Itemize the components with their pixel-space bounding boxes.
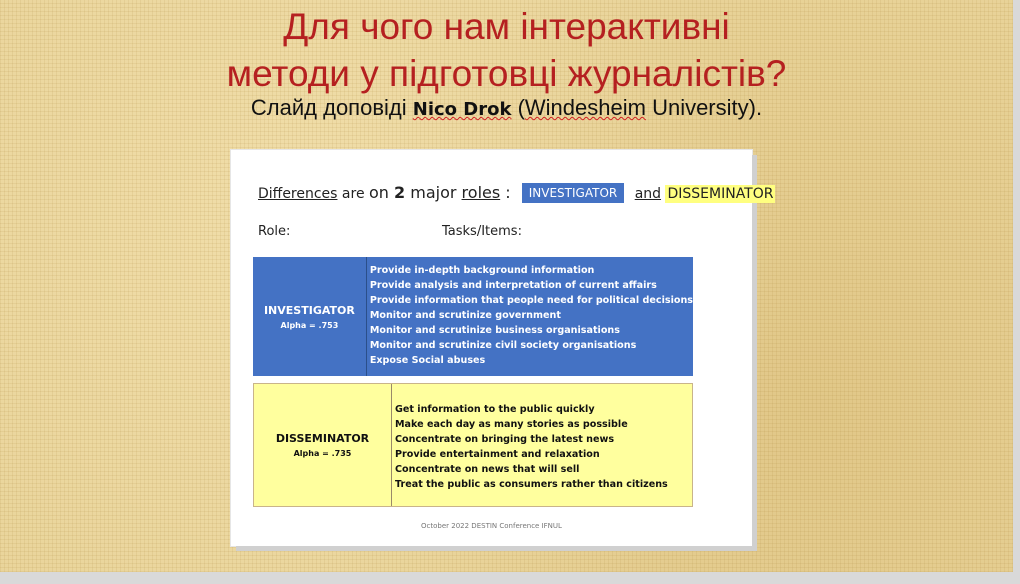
heading-colon: : [500, 183, 516, 202]
disseminator-name: DISSEMINATOR [275, 432, 370, 445]
investigator-role-cell [253, 257, 367, 376]
investigator-task: Monitor and scrutinize government [369, 310, 561, 321]
disseminator-task: Provide entertainment and relaxation [395, 449, 600, 460]
investigator-task: Provide information that people need for political decisions [369, 295, 693, 306]
disseminator-task: Concentrate on news that will sell [395, 464, 580, 475]
slide-heading [258, 183, 775, 203]
investigator-task: Monitor and scrutinize business organisations [369, 325, 620, 336]
disseminator-role-cell [254, 384, 392, 506]
disseminator-task: Get information to the public quickly [395, 404, 595, 415]
disseminator-alpha: Alpha = .735 [293, 449, 352, 458]
heading-word-roles: roles [461, 183, 501, 202]
tasks-label: Tasks/Items: [442, 224, 522, 239]
investigator-task: Expose Social abuses [369, 355, 486, 366]
heading-word-on: on [369, 183, 395, 202]
disseminator-task: Make each day as many stories as possible [395, 419, 628, 430]
title-line-1: Для чого нам інтерактивні [283, 6, 730, 47]
role-label: Role: [258, 224, 291, 239]
heading-word-differences: Differences [258, 186, 338, 202]
disseminator-task: Concentrate on bringing the latest news [395, 434, 615, 445]
heading-word-major: major [405, 183, 462, 202]
disseminator-task: Treat the public as consumers rather than citizens [395, 479, 668, 490]
heading-word-are: are [337, 186, 370, 202]
investigator-task: Monitor and scrutinize civil society organisations [369, 340, 637, 351]
heading-and: and [634, 186, 662, 202]
investigator-alpha: Alpha = .753 [280, 320, 339, 330]
investigator-task: Provide analysis and interpretation of current affairs [369, 280, 657, 291]
window-bottom-edge [0, 572, 1020, 584]
subtitle-org-open: ( [511, 95, 525, 120]
subtitle-author: Nico Drok [412, 99, 512, 120]
subtitle-org-rest: University). [645, 95, 763, 120]
heading-disseminator-badge: DISSEMINATOR [667, 186, 774, 202]
subtitle-prefix: Слайд доповіді [250, 95, 413, 120]
investigator-name: INVESTIGATOR [263, 303, 355, 317]
investigator-task: Provide in-depth background information [369, 265, 595, 276]
heading-number: 2 [394, 183, 406, 202]
disseminator-tasks [392, 384, 692, 506]
subtitle [0, 95, 1013, 121]
investigator-row [253, 257, 693, 376]
slide-footer: October 2022 DESTIN Conference IFNUL [421, 522, 562, 530]
window-right-edge [1013, 0, 1020, 584]
disseminator-row [253, 383, 693, 507]
title-line-2: методи у підготовці журналістів? [226, 53, 787, 94]
heading-investigator-badge: INVESTIGATOR [522, 183, 624, 203]
embedded-slide [231, 150, 774, 546]
investigator-tasks [367, 257, 693, 376]
subtitle-org: Windesheim [524, 95, 646, 120]
